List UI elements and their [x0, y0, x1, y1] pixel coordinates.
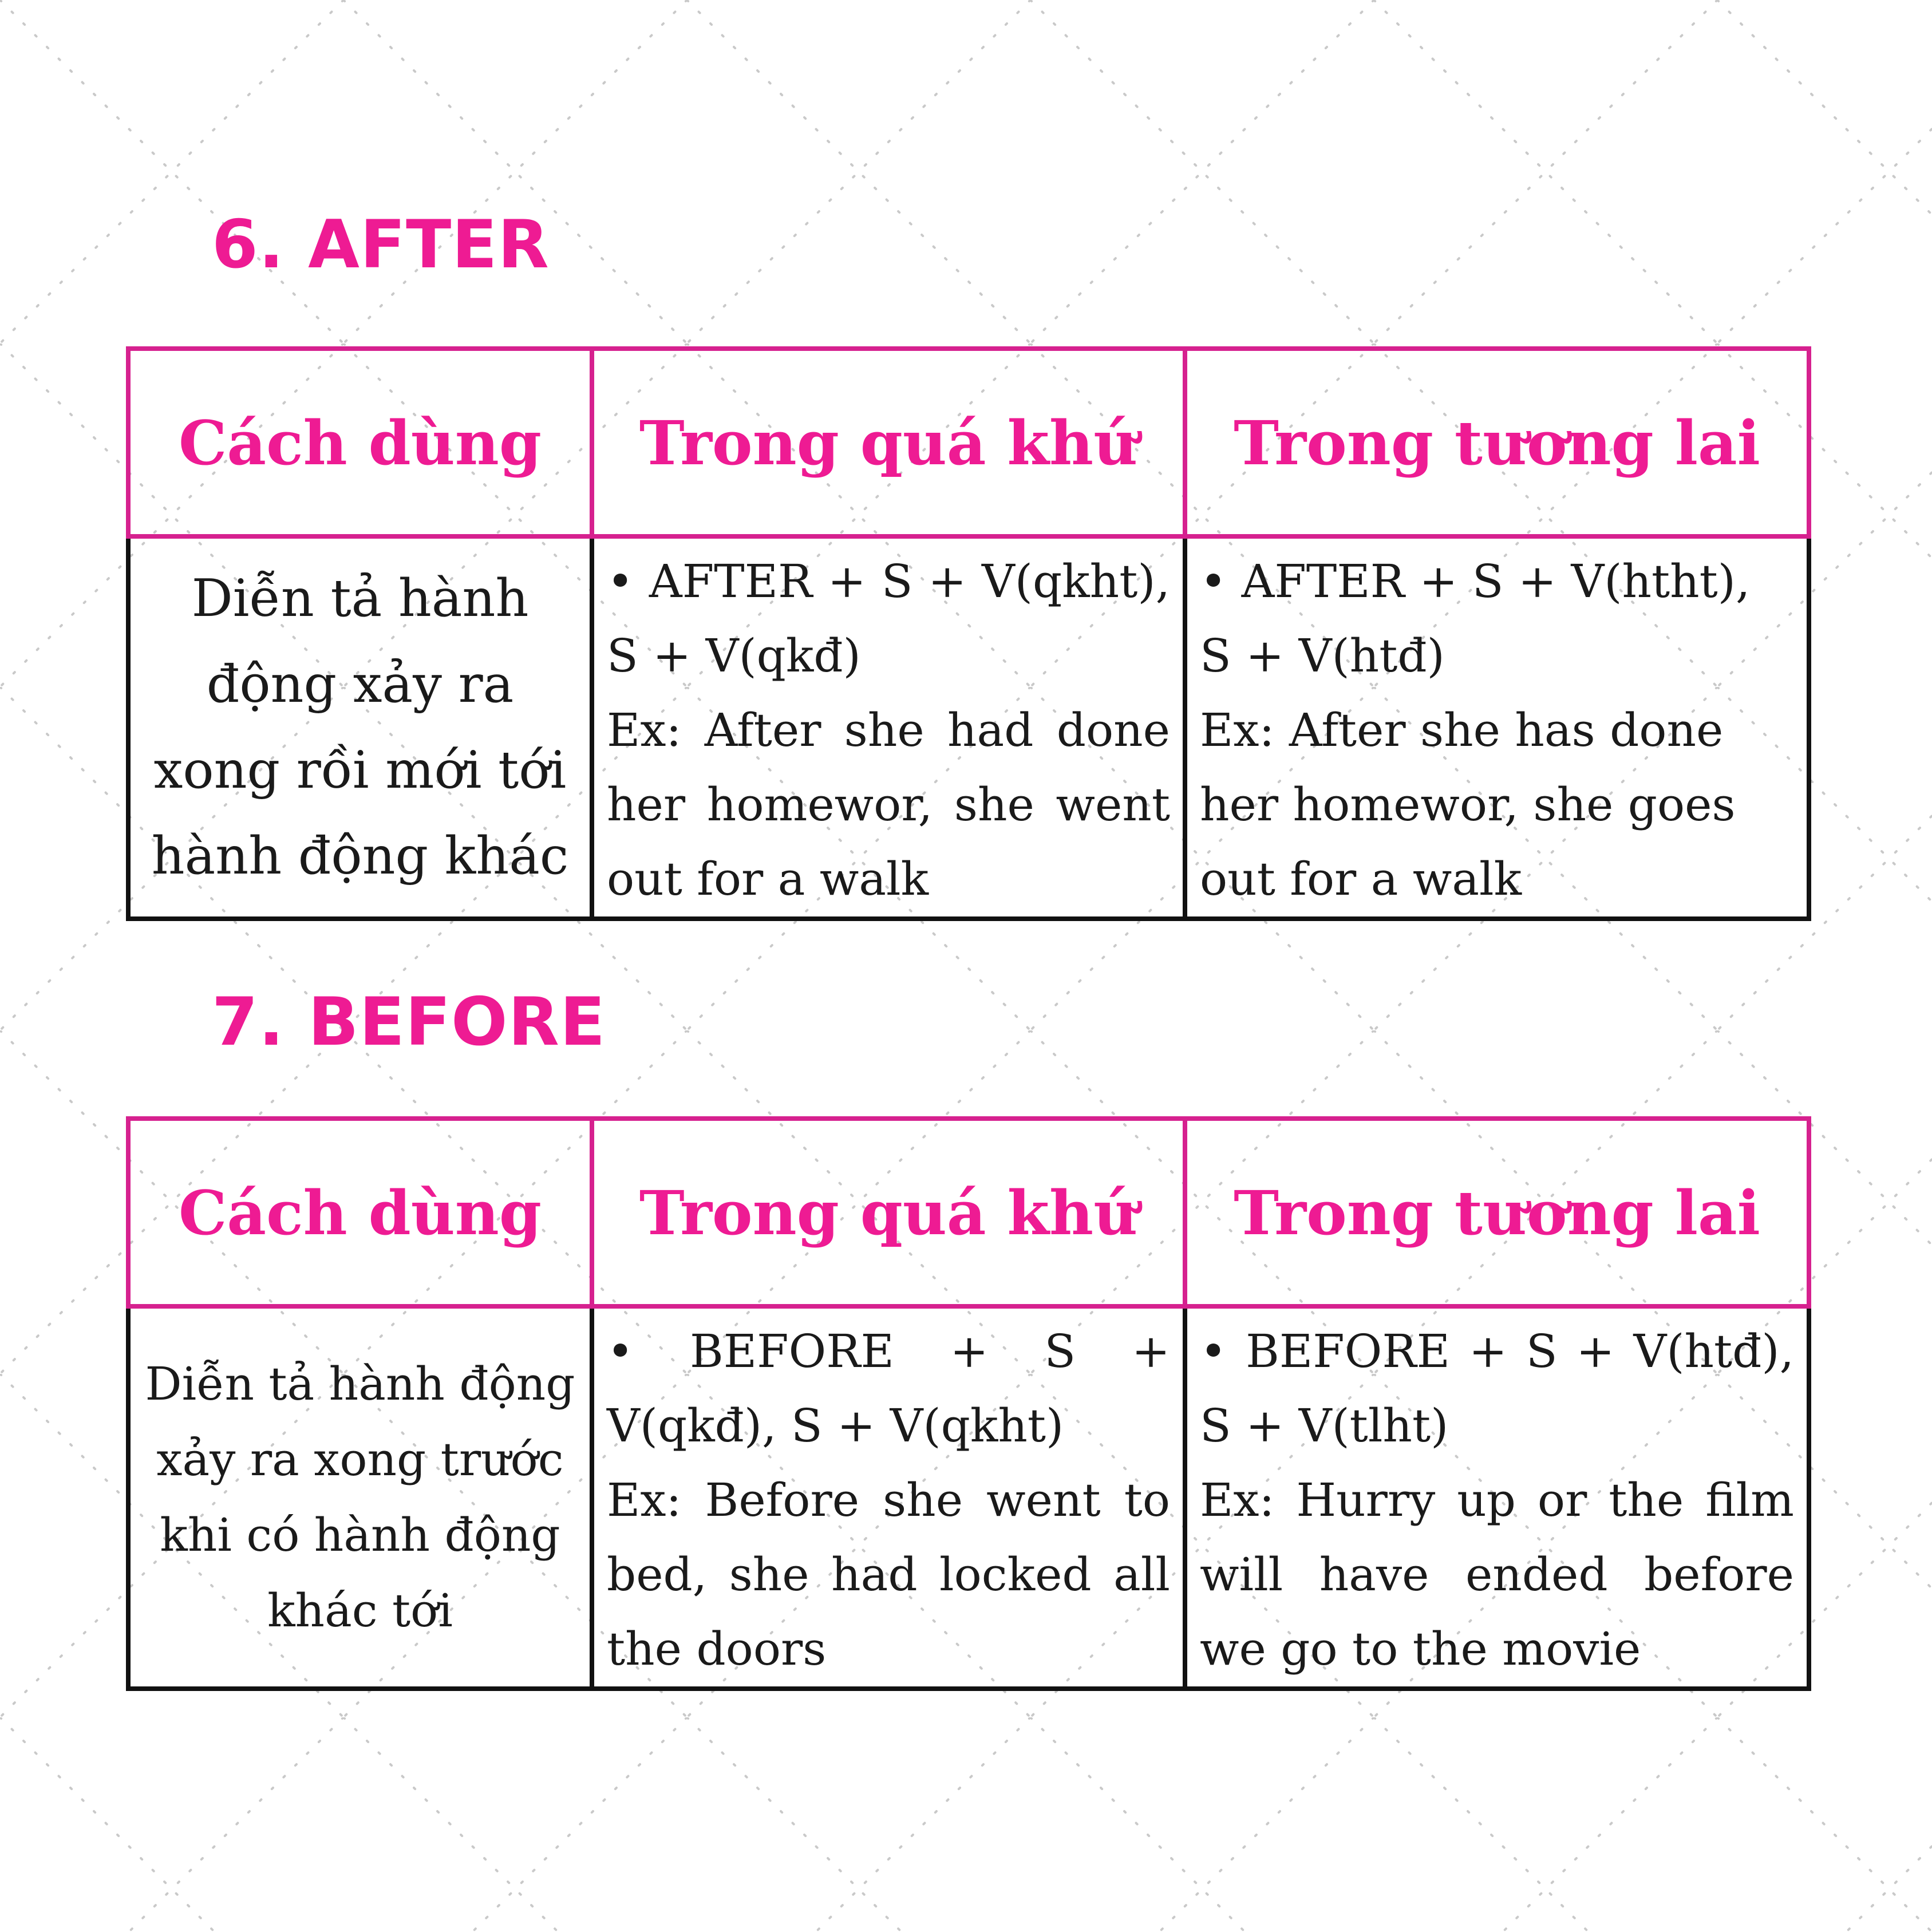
header-future: Trong tương lai [1185, 1119, 1809, 1306]
past-cell [592, 1306, 1185, 1689]
section-heading-before: 7. BEFORE [212, 983, 606, 1061]
future-example: Ex: After she has done her homewor, she goes out for a walk [1200, 704, 1736, 906]
usage-cell: Diễn tả hành động xảy ra xong rồi mới tới hành động khác [128, 536, 592, 919]
future-formula: • BEFORE + S + V(htđ), S + V(tlht) [1200, 1325, 1794, 1452]
after-table-header-row [128, 349, 1809, 536]
header-usage: Cách dùng [128, 1119, 592, 1306]
past-example: Ex: After she had done her homewor, she went out for a walk [607, 704, 1170, 906]
before-table-header-row [128, 1119, 1809, 1306]
header-past: Trong quá khứ [592, 349, 1185, 536]
future-example: Ex: Hurry up or the film will have ended before we go to the movie [1200, 1473, 1794, 1676]
before-table [126, 1116, 1811, 1691]
header-past: Trong quá khứ [592, 1119, 1185, 1306]
section-heading-after: 6. AFTER [212, 206, 550, 283]
after-table [126, 346, 1811, 921]
past-cell [592, 536, 1185, 919]
past-formula: • AFTER + S + V(qkht), S + V(qkđ) [607, 555, 1170, 682]
past-example: Ex: Before she went to bed, she had locked all the doors [607, 1473, 1170, 1676]
before-table-row [128, 1306, 1809, 1689]
after-table-row [128, 536, 1809, 919]
past-formula: • BEFORE + S + V(qkđ), S + V(qkht) [607, 1325, 1170, 1452]
header-future: Trong tương lai [1185, 349, 1809, 536]
future-formula: • AFTER + S + V(htht), S + V(htđ) [1200, 555, 1751, 682]
header-usage: Cách dùng [128, 349, 592, 536]
usage-cell: Diễn tả hành động xảy ra xong trước khi có hành động khác tới [128, 1306, 592, 1689]
future-cell [1185, 1306, 1809, 1689]
future-cell [1185, 536, 1809, 919]
